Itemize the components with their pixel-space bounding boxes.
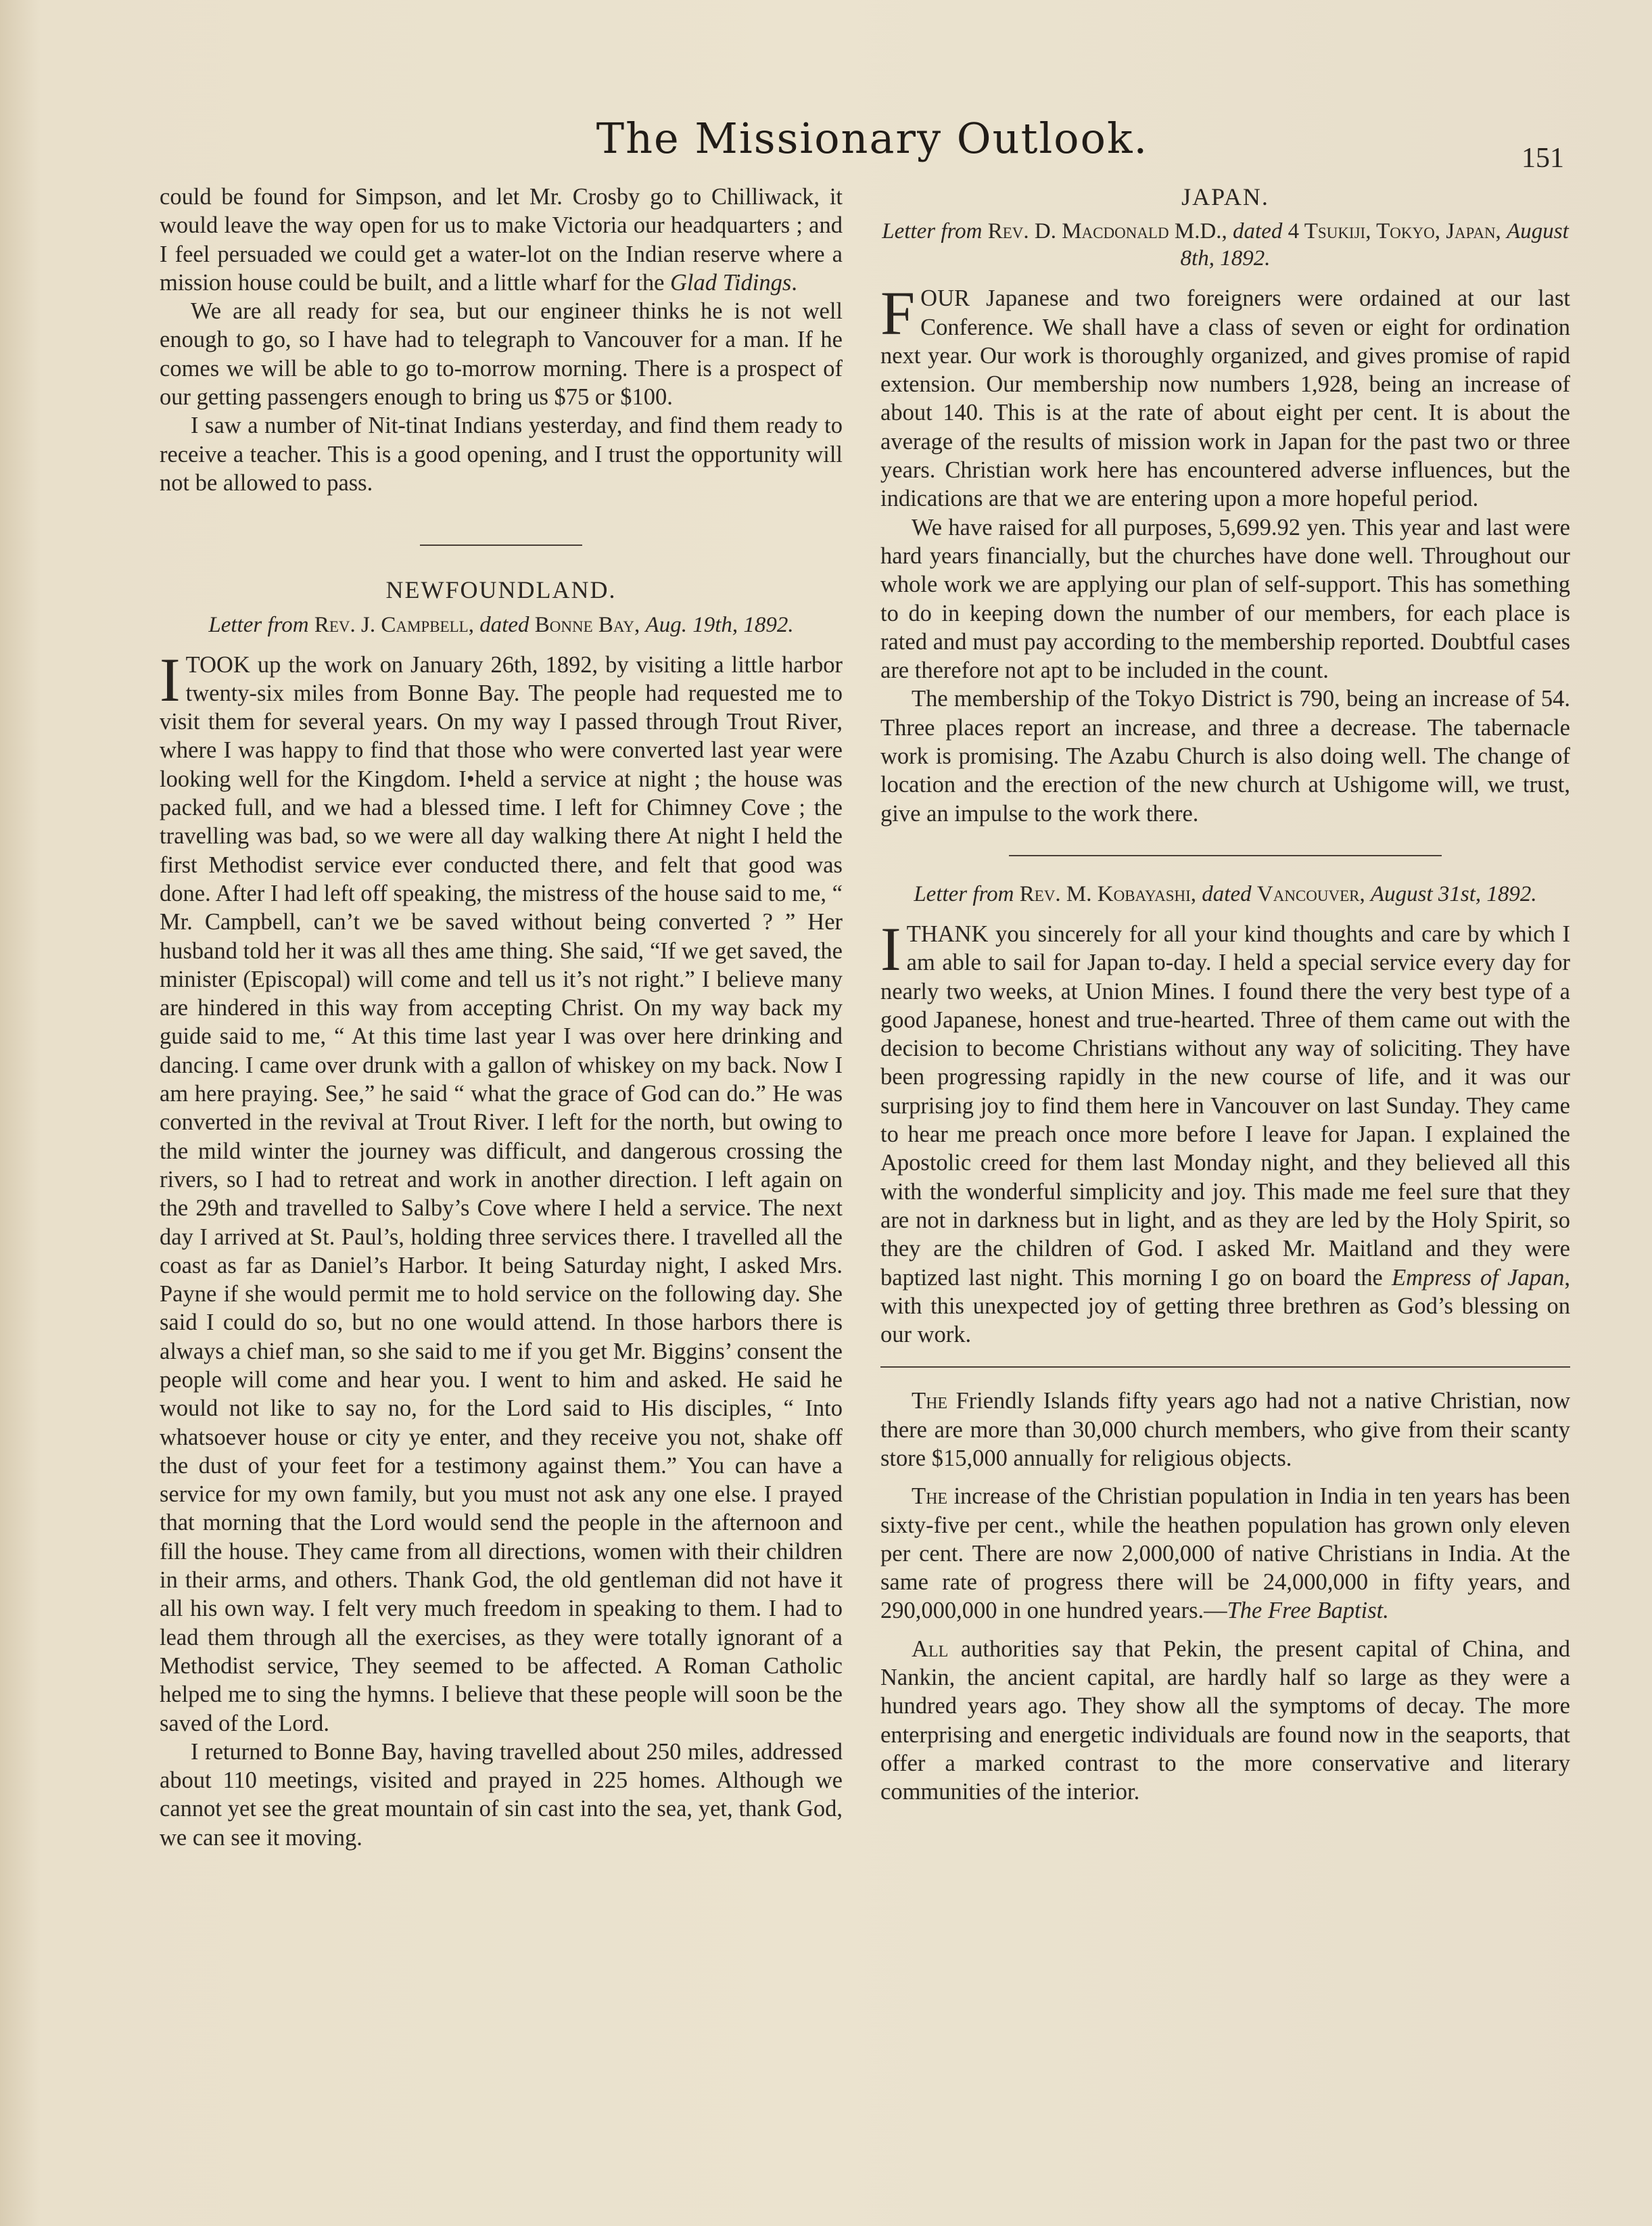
- section-heading-japan: JAPAN.: [1181, 183, 1269, 210]
- paragraph: FOUR Japanese and two foreigners were ordained at our last Conference. We shall have a class of seven or eight for ordination next year. Our work is thoroughly organized, and gives promise of rapid extension. Our membership now numbers 1,928, being an increase of about 140. This is at the rate of about eight per cent. It is about the average of the results of mission work in Japan for the past two or three years. Christian work here has encountered adverse influences, but the indications are that we are entering upon a more hopeful period.: [880, 279, 1570, 512]
- section-divider: [420, 544, 582, 546]
- paragraph: could be found for Simpson, and let Mr. Crosby go to Chilliwack, it would leave the way open for us to make Victoria our headquarters ; and I feel persuaded we could get a water-lot on the Indian reserve where a mission house could be built, and a little wharf for the Glad Tidings.: [160, 184, 843, 296]
- paragraph: The membership of the Tokyo District is 790, being an increase of 54. Three places report an increase, and three a decrease. The tabernacle work is promising. The Azabu Church is also doing well. The change of location and the erection of the new church at Ushigome will, we trust, give an impulse to the work there.: [880, 686, 1570, 827]
- section-heading-newfoundland: NEWFOUNDLAND.: [385, 576, 617, 604]
- left-column: [160, 183, 843, 1852]
- drop-cap: F: [880, 279, 916, 348]
- news-note: The Friendly Islands fifty years ago had not a native Christian, now there are more than 30,000 church members, who give from their scanty store $15,000 annually for religious objects.: [880, 1388, 1570, 1471]
- news-note: All authorities say that Pekin, the present capital of China, and Nankin, the ancient capital, are hardly half so large as they were a hundred years ago. They show all the symptoms of decay. The more enterprising and energetic individuals are found now in the seaports, that offer a marked contrast to the more conservative and literary communities of the interior.: [880, 1636, 1570, 1805]
- paragraph: I returned to Bonne Bay, having travelled about 250 miles, addressed about 110 meetings, visited and prayed in 225 homes. Although we cannot yet see the great mountain of sin cast into the sea, yet, thank God, we can see it moving.: [160, 1738, 843, 1851]
- drop-cap: I: [880, 914, 901, 983]
- masthead: The Missionary Outlook.: [596, 114, 1149, 163]
- drop-cap: I: [160, 645, 181, 714]
- paragraph: ITOOK up the work on January 26th, 1892, by visiting a little harbor twenty-six miles from Bonne Bay. The people had requested me to visit them for several years. On my way I passed through Trout River, where I was happy to find that those who were converted last year were looking well for the Kingdom. I•held a service at night ; the house was packed full, and we had a blessed time. I left for Chimney Cove ; the travelling was bad, so we were all day walking there At night I held the first Methodist service ever conducted there, and felt that good was done. After I had left off speaking, the mistress of the house said to me, “ Mr. Campbell, can’t we be saved without being converted ? ” Her husband told her it was all thes ame thing. She said, “If we get saved, the minister (Episcopal) will come and tell us it’s not right.” I believe many are hindered in this way from accepting Christ. On my way back my guide said to me, “ At this time last year I was over here drinking and dancing. I came over drunk with a gallon of whiskey on my back. Now I am here praying. See,” he said “ what the grace of God can do.” He was converted in the revival at Trout River. I left for the north, but owing to the mild winter the journey was difficult, and dangerous crossing the rivers, so I had to retreat and work in another direction. I left again on the 29th and travelled to Salby’s Cove where I held a service. The next day I arrived at St. Paul’s, holding three services there. I travelled all the coast as far as Daniel’s Harbor. It being Saturday night, I asked Mrs. Payne if she would permit me to hold service on the following day. She said I could do so, but no one would attend. In those harbors there is always a chief man, so she said to me if you get Mr. Biggins’ consent the people will come and hear you. I went to him and asked. He said he would not like to say no, for the Lord said to His disciples, “ Into whatsoever house or city ye enter, and they receive you not, shake off the dust of your feet for a testimony against them.” You can have a service for my own family, but you must not ask any one else. I prayed that morning that the Lord would send the people in the afternoon and fill the house. They came from all directions, women with their children in their arms, and others. Thank God, the old gentleman did not have it all his own way. I felt very much freedom in speaking to them. I had to lead them through all the exercises, as they were totally ignorant of a Methodist service, They seemed to be affected. A Roman Catholic helped me to sing the hymns. I believe that these people will soon be the saved of the Lord.: [160, 645, 843, 1736]
- news-note: The increase of the Christian population in India in ten years has been sixty-five per cent., while the heathen population has grown only eleven per cent. There are now 2,000,000 of native Christians in India. At the same rate of progress there will be 24,000,000 in fifty years, and 290,000,000 in one hundred years.—The Free Baptist.: [880, 1483, 1570, 1624]
- page-number: 151: [1521, 143, 1564, 174]
- section-divider: [880, 1366, 1570, 1368]
- section-divider: [1009, 855, 1442, 856]
- paragraph: ITHANK you sincerely for all your kind thoughts and care by which I am able to sail for Japan to-day. I held a special service every day for nearly two weeks, at Union Mines. I found there the very best type of a good Japanese, honest and true-hearted. Three of them came out with the decision to become Christians without any way of soliciting. They have been progressing rapidly in the new course of life, and it was our surprising joy to find them here in Vancouver on last Sunday. They came to hear me preach once more before I leave for Japan. I explained the Apostolic creed for them last Monday night, and they believed all this with the wonderful simplicity and joy. This made me feel sure that they are not in darkness but in light, and as they are led by the Holy Spirit, so they are the children of God. I asked Mr. Maitland and they were baptized last night. This morning I go on board the Empress of Japan, with this unexpected joy of getting three brethren as God’s blessing on our work.: [880, 914, 1571, 1348]
- right-column: [880, 183, 1570, 1807]
- paragraph: I saw a number of Nit-tinat Indians yesterday, and find them ready to receive a teacher. This is a good opening, and I trust the opportunity will not be allowed to pass.: [160, 413, 843, 496]
- paragraph: We have raised for all purposes, 5,699.92 yen. This year and last were hard years financially, but the churches have done well. Throughout our whole work we are applying our plan of self-support. This has something to do in keeping down the number of our members, for each place is rated and must pay according to the membership reported. Doubtful cases are therefore not apt to be included in the count.: [880, 514, 1570, 684]
- paragraph: We are all ready for sea, but our engineer thinks he is not well enough to go, so I have had to telegraph to Vancouver for a man. If he comes we will be able to go to-morrow morning. There is a prospect of our getting passengers enough to bring us $75 or $100.: [160, 298, 843, 411]
- letter-dateline: Letter from Rev. D. Macdonald M.D., dated 4 Tsukiji, Tokyo, Japan, August 8th, 1892.: [882, 219, 1569, 271]
- letter-dateline: Letter from Rev. M. Kobayashi, dated Vancouver, August 31st, 1892.: [914, 881, 1537, 906]
- letter-dateline: Letter from Rev. J. Campbell, dated Bonne Bay, Aug. 19th, 1892.: [208, 612, 794, 637]
